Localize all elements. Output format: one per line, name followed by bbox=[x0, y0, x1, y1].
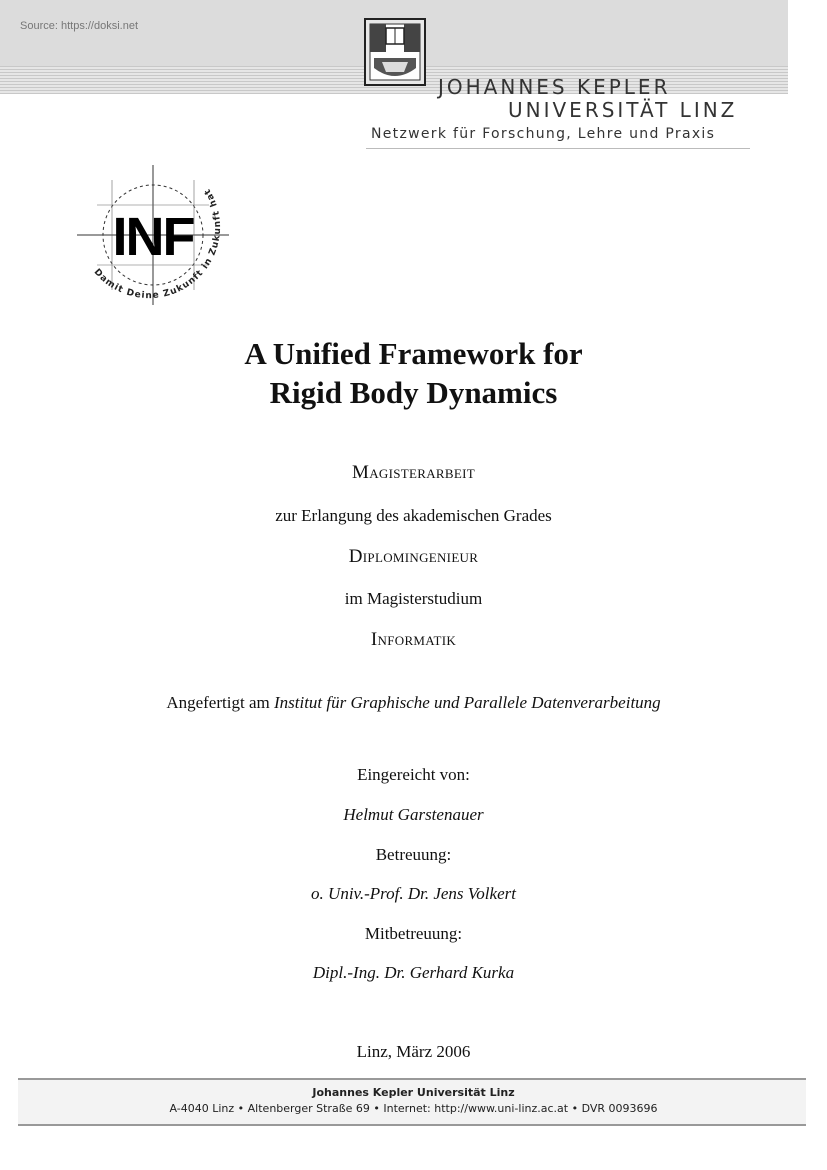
institute-line bbox=[0, 693, 827, 713]
inf-logo-ring-text: Damit Deine Zukunft in Zukunft hat bbox=[91, 186, 224, 302]
supervisor-name: o. Univ.-Prof. Dr. Jens Volkert bbox=[311, 884, 516, 903]
study-label: im Magisterstudium bbox=[344, 589, 483, 608]
university-crest-icon bbox=[364, 18, 426, 86]
inf-logo-letters: INF bbox=[112, 207, 194, 267]
author-name: Helmut Garstenauer bbox=[343, 805, 484, 824]
submitted-label: Eingereicht von: bbox=[357, 765, 470, 784]
footer-address: A-4040 Linz • Altenberger Straße 69 • Internet: http://www.uni-linz.ac.at • DVR 0093696 bbox=[169, 1102, 658, 1115]
degree-type: Magisterarbeit bbox=[352, 462, 475, 483]
inf-logo-icon bbox=[72, 160, 234, 310]
degree-grade: Diplomingenieur bbox=[348, 546, 479, 567]
footer-rule-top bbox=[18, 1078, 806, 1080]
study-name: Informatik bbox=[370, 629, 457, 650]
institute-prefix: Angefertigt am bbox=[166, 693, 270, 712]
footer-rule-bottom bbox=[18, 1124, 806, 1126]
thesis-title-line2: Rigid Body Dynamics bbox=[269, 375, 558, 410]
degree-purpose: zur Erlangung des akademischen Grades bbox=[275, 506, 552, 525]
cosupervisor-name: Dipl.-Ing. Dr. Gerhard Kurka bbox=[312, 963, 515, 982]
university-name-line1: JOHANNES KEPLER bbox=[438, 75, 671, 99]
source-label: Source: https://doksi.net bbox=[20, 20, 139, 32]
place-date: Linz, März 2006 bbox=[356, 1042, 471, 1061]
university-name-line2: UNIVERSITÄT LINZ bbox=[508, 98, 738, 122]
university-tagline: Netzwerk für Forschung, Lehre und Praxis bbox=[371, 126, 716, 142]
cosupervisor-label: Mitbetreuung: bbox=[364, 924, 463, 943]
thesis-title-line1: A Unified Framework for bbox=[244, 336, 583, 371]
tagline-rule bbox=[366, 148, 750, 149]
supervisor-label: Betreuung: bbox=[375, 845, 452, 864]
institute-name: Institut für Graphische und Parallele Datenverarbeitung bbox=[273, 693, 661, 712]
footer-university-name: Johannes Kepler Universität Linz bbox=[312, 1086, 515, 1099]
